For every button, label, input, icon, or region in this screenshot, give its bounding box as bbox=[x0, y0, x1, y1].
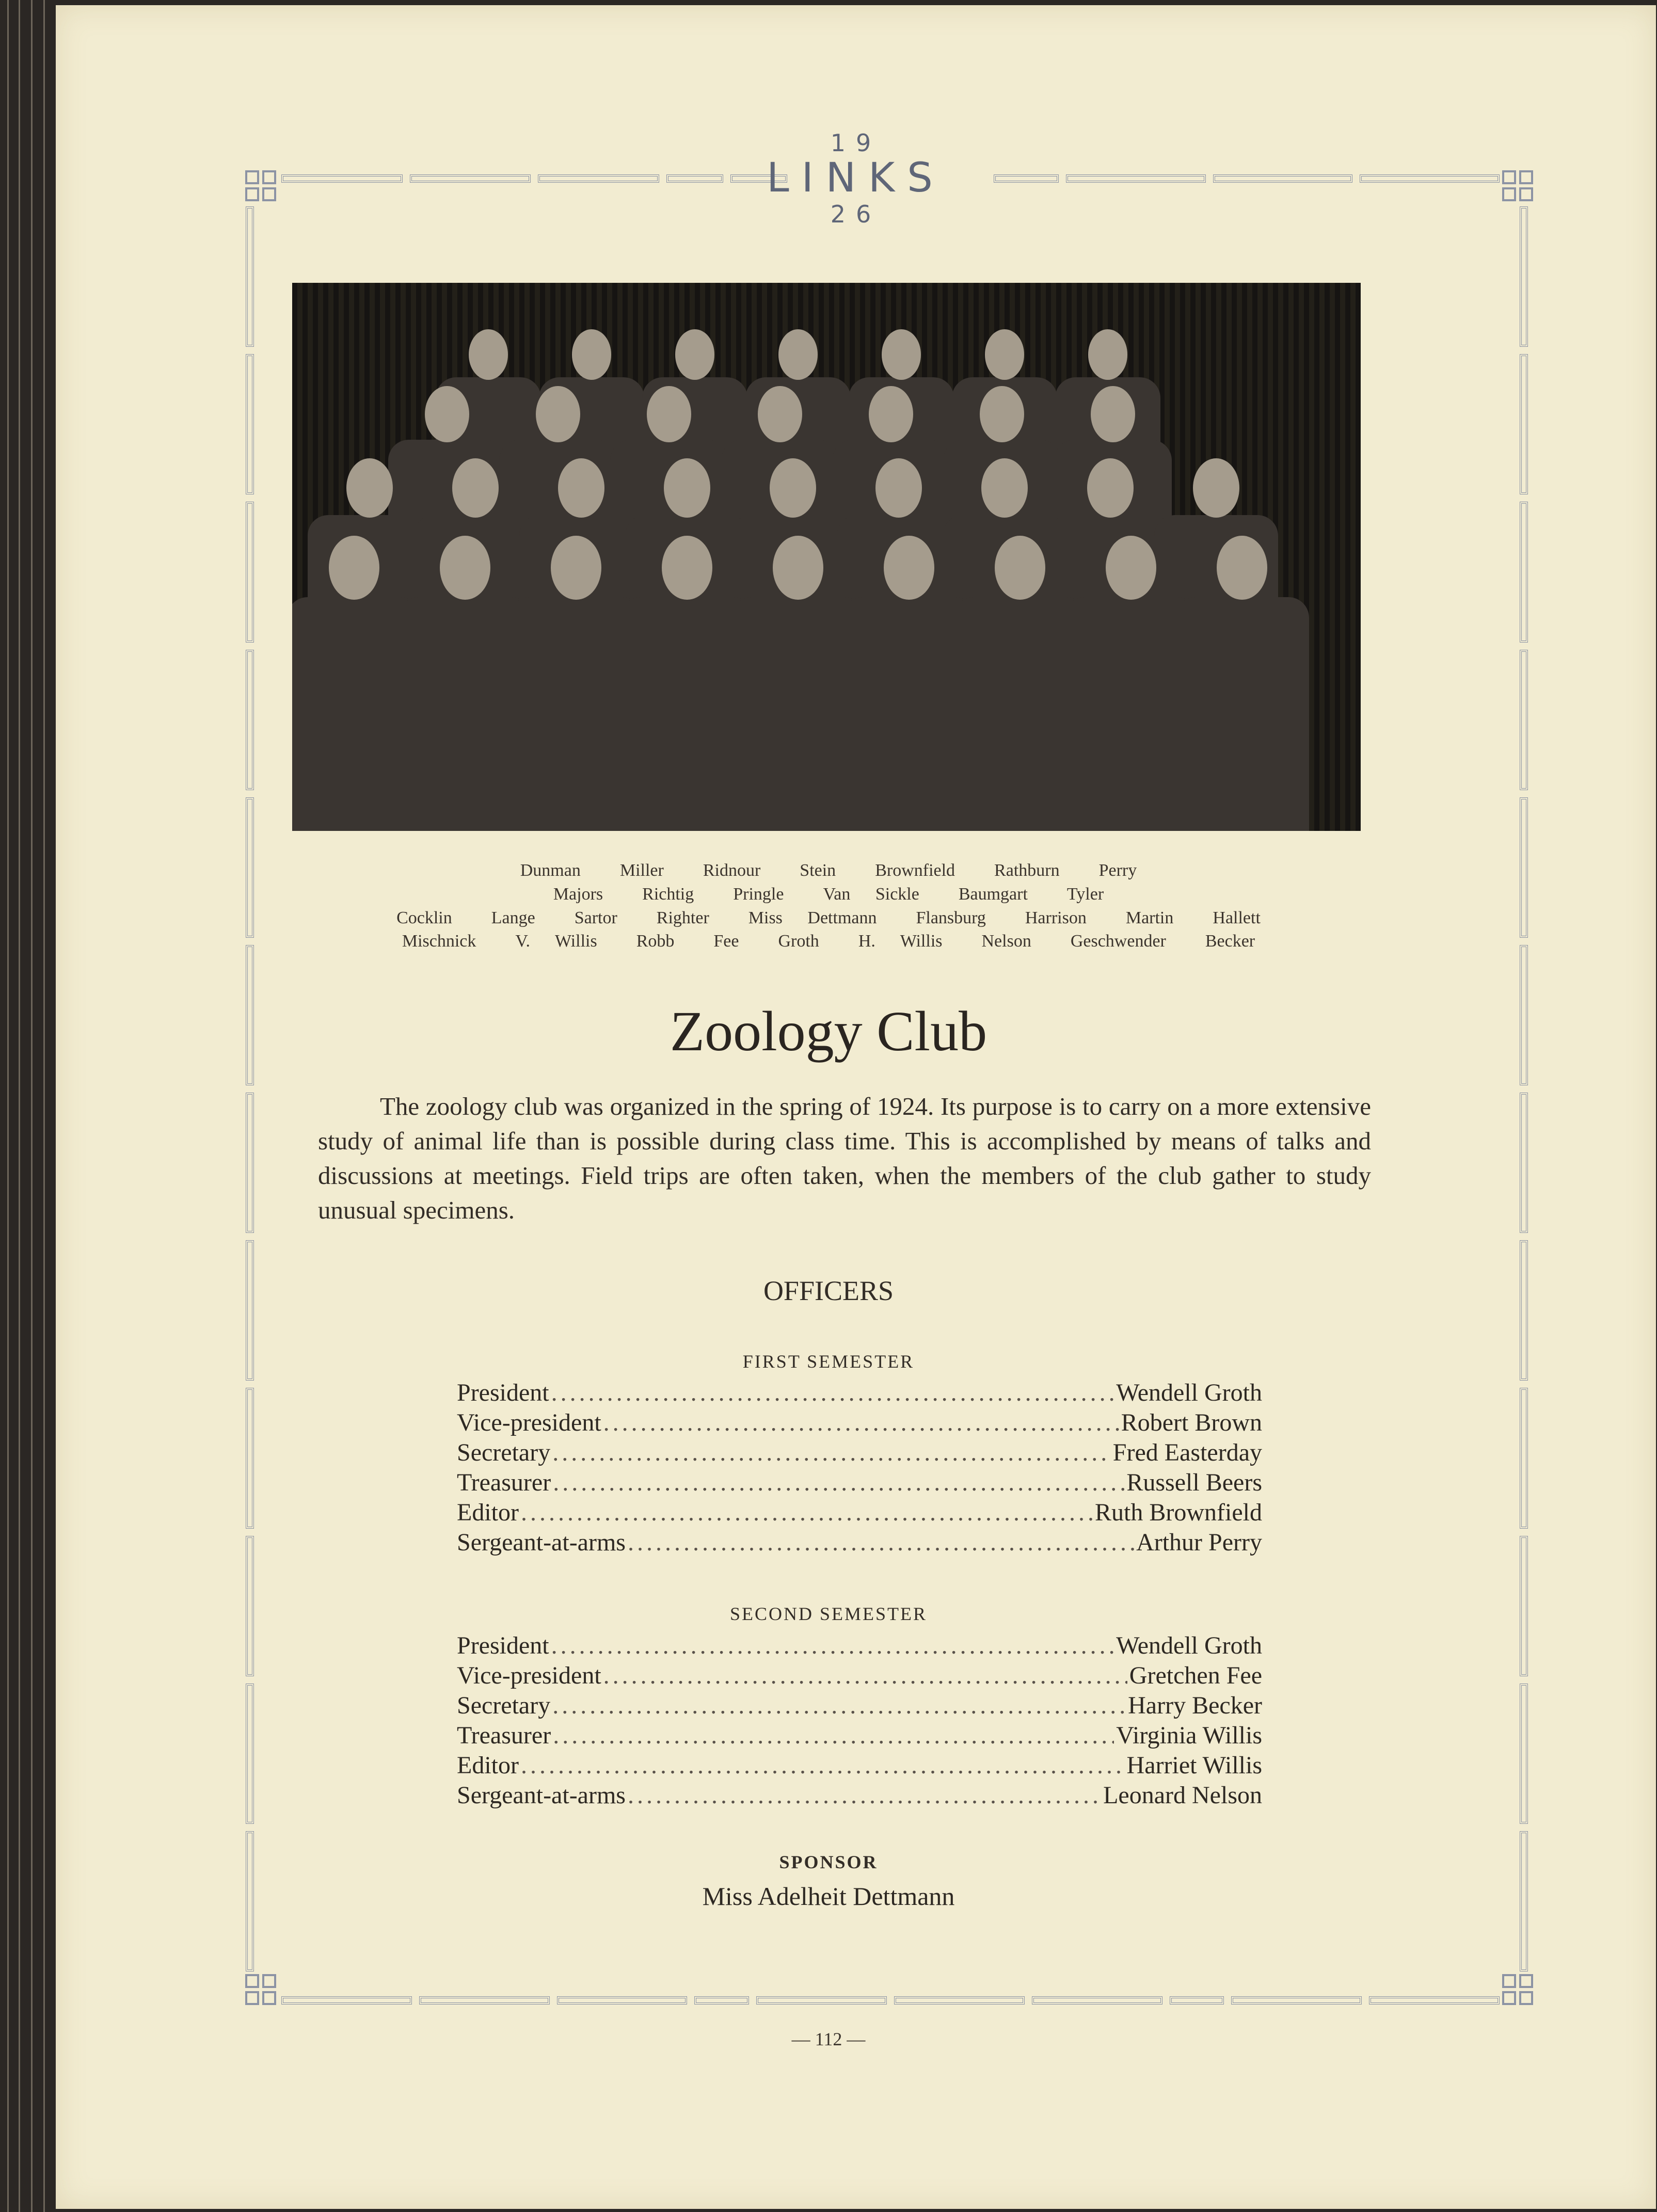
dot-leader bbox=[551, 1378, 1114, 1408]
dot-leader bbox=[603, 1408, 1119, 1438]
officer-name: Arthur Perry bbox=[1136, 1529, 1262, 1556]
officer-name: Harry Becker bbox=[1128, 1692, 1262, 1719]
caption-name: Miss Dettmann bbox=[748, 908, 877, 927]
caption-row-3 bbox=[243, 908, 1414, 928]
officer-name: Russell Beers bbox=[1126, 1469, 1262, 1496]
officer-name: Gretchen Fee bbox=[1129, 1662, 1262, 1689]
caption-name: Miller bbox=[619, 861, 664, 880]
right-border bbox=[1517, 206, 1531, 1971]
officer-role: Editor bbox=[457, 1499, 519, 1526]
caption-name: Becker bbox=[1205, 932, 1255, 951]
officer-role: Sergeant-at-arms bbox=[457, 1782, 626, 1809]
caption-name: Lange bbox=[491, 908, 535, 927]
caption-name: Van Sickle bbox=[823, 885, 919, 904]
caption-name: Groth bbox=[778, 932, 819, 951]
caption-name: Cocklin bbox=[396, 908, 452, 927]
page-edge bbox=[31, 0, 33, 2212]
officer-row bbox=[457, 1721, 1262, 1751]
caption-name: V. Willis bbox=[515, 932, 597, 951]
officer-name: Ruth Brownfield bbox=[1095, 1499, 1262, 1526]
caption-name: Perry bbox=[1098, 861, 1137, 880]
officer-name: Wendell Groth bbox=[1116, 1379, 1262, 1406]
border-corner bbox=[1502, 1974, 1533, 2005]
dot-leader bbox=[552, 1691, 1126, 1721]
officer-role: Vice-president bbox=[457, 1662, 601, 1689]
dot-leader bbox=[551, 1631, 1114, 1661]
caption-name: Dunman bbox=[520, 861, 581, 880]
caption-name: Harrison bbox=[1025, 908, 1087, 927]
officer-row bbox=[457, 1691, 1262, 1721]
officer-role: President bbox=[457, 1379, 549, 1406]
club-description: The zoology club was organized in the spring of 1924. Its purpose is to carry on a more extensive study of animal life than is possible during class time. This is accomplished by means of talks and discussions at meetings. Field trips are often taken, when the members of the club gather to study unusual specimens. bbox=[318, 1092, 1371, 1224]
second-semester-label: SECOND SEMESTER bbox=[729, 1604, 928, 1624]
page-edge bbox=[19, 0, 20, 2212]
caption-name: Flansburg bbox=[916, 908, 986, 927]
header-year-top: 19 bbox=[830, 129, 882, 157]
page-edge bbox=[43, 0, 45, 2212]
officer-row bbox=[457, 1661, 1262, 1691]
officer-role: Editor bbox=[457, 1752, 519, 1779]
officer-name: Robert Brown bbox=[1121, 1409, 1262, 1436]
caption-name: Ridnour bbox=[703, 861, 761, 880]
dot-leader bbox=[628, 1528, 1134, 1558]
dot-leader bbox=[628, 1781, 1101, 1810]
header-year-bottom: 26 bbox=[830, 200, 882, 228]
officer-role: President bbox=[457, 1632, 549, 1659]
officer-row bbox=[457, 1378, 1262, 1408]
officer-row bbox=[457, 1468, 1262, 1498]
dot-leader bbox=[552, 1438, 1111, 1468]
dot-leader bbox=[521, 1498, 1093, 1528]
caption-name: Robb bbox=[636, 932, 675, 951]
caption-name: Tyler bbox=[1066, 885, 1104, 904]
officer-name: Virginia Willis bbox=[1116, 1722, 1262, 1749]
caption-name: Fee bbox=[713, 932, 739, 951]
caption-name: Righter bbox=[656, 908, 709, 927]
first-semester-officers bbox=[457, 1378, 1262, 1558]
first-semester-label: FIRST SEMESTER bbox=[742, 1351, 915, 1372]
caption-name: Brownfield bbox=[875, 861, 955, 880]
officer-row bbox=[457, 1408, 1262, 1438]
dot-leader bbox=[553, 1721, 1114, 1751]
caption-name: Baumgart bbox=[958, 885, 1028, 904]
dot-leader bbox=[553, 1468, 1124, 1498]
officer-role: Treasurer bbox=[457, 1722, 551, 1749]
caption-name: Martin bbox=[1125, 908, 1174, 927]
caption-name: Richtig bbox=[642, 885, 694, 904]
caption-row-1 bbox=[243, 861, 1414, 880]
officer-name: Wendell Groth bbox=[1116, 1632, 1262, 1659]
caption-name: H. Willis bbox=[858, 932, 943, 951]
caption-name: Nelson bbox=[981, 932, 1031, 951]
caption-name: Rathburn bbox=[994, 861, 1060, 880]
officer-name: Harriet Willis bbox=[1126, 1752, 1262, 1779]
page-number: — 112 — bbox=[791, 2029, 866, 2049]
sponsor-name: Miss Adelheit Dettmann bbox=[702, 1882, 955, 1911]
club-title: Zoology Club bbox=[670, 1000, 987, 1063]
header-title: LINKS bbox=[767, 155, 945, 201]
caption-name: Majors bbox=[553, 885, 603, 904]
caption-name: Geschwender bbox=[1070, 932, 1166, 951]
officer-role: Sergeant-at-arms bbox=[457, 1529, 626, 1556]
officer-row bbox=[457, 1438, 1262, 1468]
officer-role: Secretary bbox=[457, 1692, 551, 1719]
caption-name: Stein bbox=[800, 861, 836, 880]
caption-name: Sartor bbox=[574, 908, 617, 927]
officer-row bbox=[457, 1781, 1262, 1810]
caption-row-4 bbox=[243, 932, 1414, 951]
officer-name: Leonard Nelson bbox=[1103, 1782, 1262, 1809]
officer-role: Secretary bbox=[457, 1439, 551, 1466]
caption-name: Hallett bbox=[1213, 908, 1261, 927]
dot-leader bbox=[603, 1661, 1127, 1691]
officers-heading: OFFICERS bbox=[763, 1275, 894, 1306]
group-photo bbox=[292, 283, 1361, 831]
page-edge bbox=[7, 0, 9, 2212]
left-border bbox=[243, 206, 257, 1971]
caption-name: Mischnick bbox=[402, 932, 476, 951]
officer-row bbox=[457, 1498, 1262, 1528]
caption-name: Pringle bbox=[733, 885, 784, 904]
second-semester-officers bbox=[457, 1631, 1262, 1810]
dot-leader bbox=[521, 1751, 1125, 1781]
officer-row bbox=[457, 1528, 1262, 1558]
officer-row bbox=[457, 1631, 1262, 1661]
officer-row bbox=[457, 1751, 1262, 1781]
officer-role: Treasurer bbox=[457, 1469, 551, 1496]
caption-row-2 bbox=[243, 885, 1414, 904]
border-corner bbox=[245, 1974, 276, 2005]
officer-name: Fred Easterday bbox=[1112, 1439, 1262, 1466]
bottom-border bbox=[281, 1993, 1500, 2008]
sponsor-label: SPONSOR bbox=[779, 1852, 878, 1872]
officer-role: Vice-president bbox=[457, 1409, 601, 1436]
